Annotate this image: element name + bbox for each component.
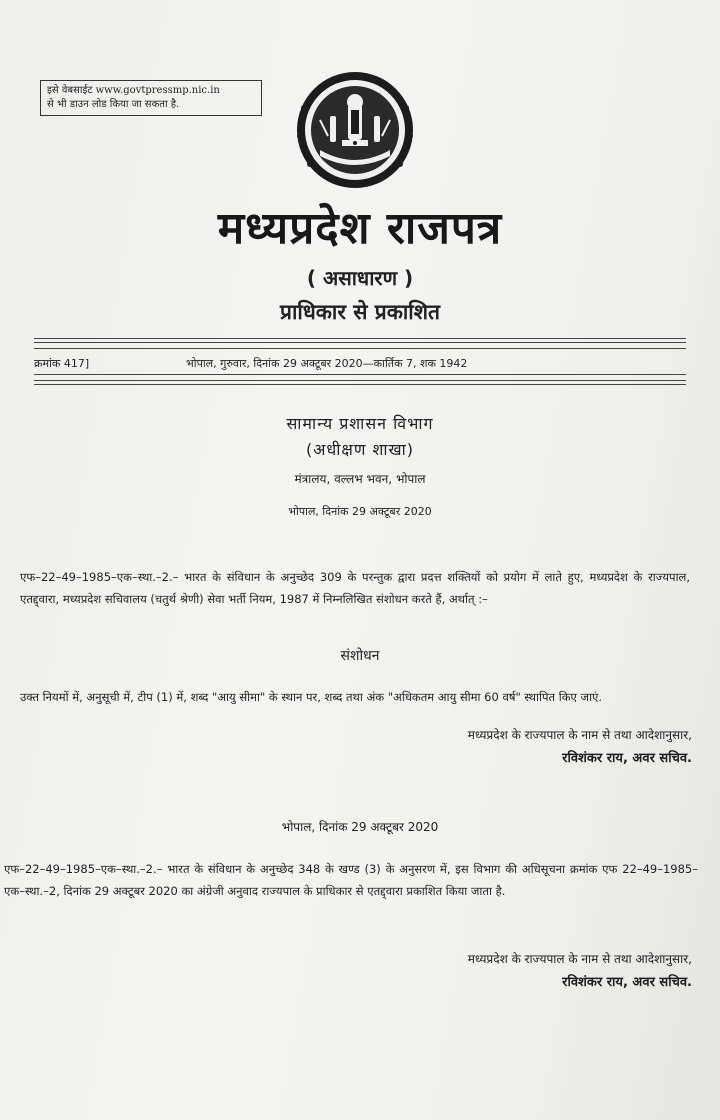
signatory-1: रविशंकर राय, अवर सचिव.	[562, 751, 692, 766]
department-address: मंत्रालय, वल्लभ भवन, भोपाल	[294, 472, 426, 486]
notice-line-1: इसे वेबसाईट www.govtpressmp.nic.in	[47, 85, 220, 96]
state-emblem-icon	[290, 70, 420, 190]
gazette-subtitle: ( असाधारण )	[306, 266, 414, 290]
notification-2-body: एफ–22–49–1985–एक–स्था.–2.– भारत के संविधान के अनुच्छेद 348 के खण्ड (3) के अनुसरण में, इस विभाग की अधिसूचना क्रमांक एफ 22–49–1985– एक–स्था.–2, दिनांक 29 अक्टूबर 2020 का अंग्रेजी अनुवाद राज्यपाल के प्राधिकार से एतद्द्वारा प्रकाशित किया जाता है.	[4, 862, 698, 898]
order-line-1: मध्यप्रदेश के राज्यपाल के नाम से तथा आदेशानुसार,	[467, 728, 692, 742]
signatory-2: रविशंकर राय, अवर सचिव.	[562, 975, 692, 990]
divider-bottom-2	[34, 380, 686, 381]
published-by-authority: प्राधिकार से प्रकाशित	[280, 300, 440, 324]
department-name: सामान्य प्रशासन विभाग	[286, 414, 434, 433]
gazette-title: मध्यप्रदेश राजपत्र	[217, 203, 503, 254]
divider-top-1	[34, 338, 686, 339]
notice-line-2: से भी डाउन लोड किया जा सकता है.	[47, 99, 180, 110]
divider-bottom-3	[34, 384, 686, 385]
issue-dateline: भोपाल, गुरुवार, दिनांक 29 अक्टूबर 2020—कार्तिक 7, शक 1942	[186, 357, 468, 370]
department-branch: (अधीक्षण शाखा)	[305, 440, 415, 459]
website-notice-box	[40, 80, 262, 116]
notification-date-1: भोपाल, दिनांक 29 अक्टूबर 2020	[288, 505, 432, 518]
issue-number: क्रमांक 417]	[34, 357, 90, 370]
notification-1-body: एफ–22–49–1985–एक–स्था.–2.– भारत के संविधान के अनुच्छेद 309 के परन्तुक द्वारा प्रदत्त शक्तियों को प्रयोग में लाते हुए, मध्यप्रदेश के राज्यपाल, एतद्द्वारा, मध्यप्रदेश सचिवालय (चतुर्थ श्रेणी) सेवा भर्ती नियम, 1987 में निम्नलिखित संशोधन करते हैं, अर्थात् :–	[20, 570, 690, 606]
divider-top-3	[34, 348, 686, 349]
order-line-2: मध्यप्रदेश के राज्यपाल के नाम से तथा आदेशानुसार,	[467, 952, 692, 966]
notification-date-2: भोपाल, दिनांक 29 अक्टूबर 2020	[281, 820, 439, 834]
divider-bottom-1	[34, 374, 686, 375]
amendment-heading: संशोधन	[340, 648, 380, 664]
divider-top-2	[34, 342, 686, 343]
amendment-text: उक्त नियमों में, अनुसूची में, टीप (1) में, शब्द "आयु सीमा" के स्थान पर, शब्द तथा अंक "अधिकतम आयु सीमा 60 वर्ष" स्थापित किए जाएं.	[20, 690, 603, 704]
